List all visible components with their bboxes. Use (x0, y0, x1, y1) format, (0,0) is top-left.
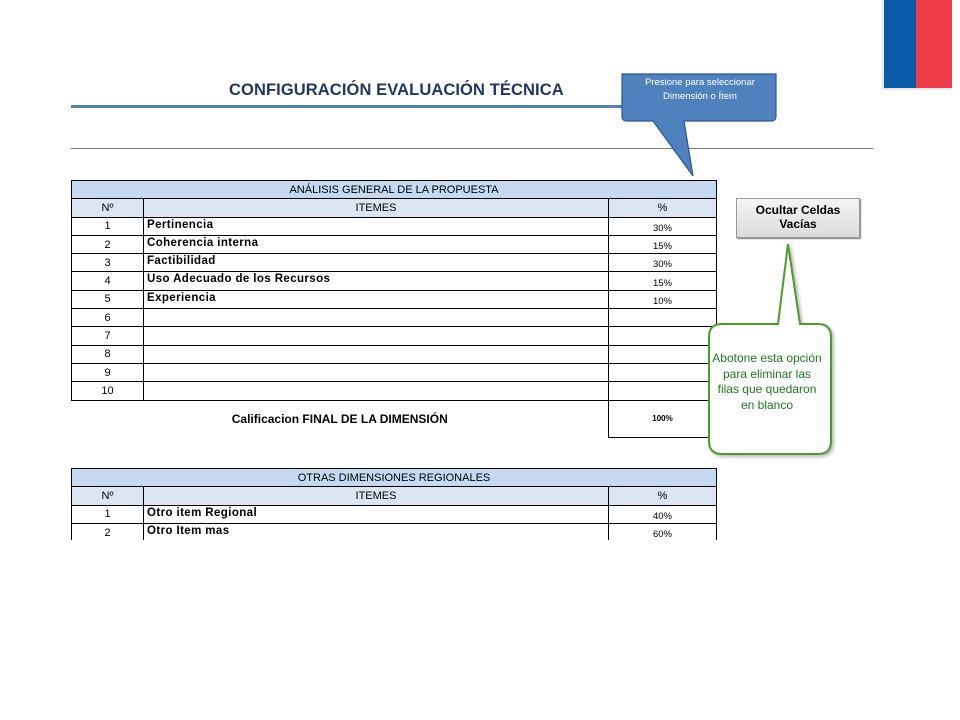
item-cell[interactable]: Coherencia interna (144, 235, 609, 253)
percent-cell[interactable]: 30% (609, 217, 717, 235)
total-label: Calificacion FINAL DE LA DIMENSIÓN (72, 400, 609, 437)
table-row (72, 254, 717, 272)
row-number: 6 (72, 309, 144, 327)
column-header-items: ITEMES (144, 199, 609, 217)
table-row (72, 345, 717, 363)
general-analysis-table (71, 180, 717, 438)
table-title: ANÁLISIS GENERAL DE LA PROPUESTA (72, 181, 717, 199)
row-number: 9 (72, 363, 144, 381)
item-cell[interactable] (144, 382, 609, 400)
table-row (72, 272, 717, 290)
table-row (72, 309, 717, 327)
hide-empty-cells-button[interactable]: Ocultar Celdas Vacías (736, 198, 860, 238)
table-row (72, 235, 717, 253)
callout-hide-text: Abotone esta opción para eliminar las filas que quedaron en blanco (712, 351, 822, 412)
screenshot-crop-mask (0, 540, 960, 720)
item-cell[interactable] (144, 345, 609, 363)
table-row (72, 217, 717, 235)
item-cell[interactable] (144, 363, 609, 381)
column-header-percent: % (609, 487, 717, 505)
item-cell[interactable]: Pertinencia (144, 217, 609, 235)
percent-cell[interactable]: 60% (609, 523, 717, 541)
row-number: 2 (72, 523, 144, 541)
percent-cell[interactable]: 30% (609, 254, 717, 272)
row-number: 1 (72, 217, 144, 235)
item-cell[interactable]: Otro item Regional (144, 505, 609, 523)
item-cell[interactable]: Uso Adecuado de los Recursos (144, 272, 609, 290)
percent-cell[interactable]: 10% (609, 290, 717, 308)
flag-logo-top (882, 0, 950, 90)
percent-cell[interactable]: 15% (609, 272, 717, 290)
row-number: 2 (72, 235, 144, 253)
row-number: 5 (72, 290, 144, 308)
title-underline (71, 105, 631, 108)
row-number: 1 (72, 505, 144, 523)
item-cell[interactable] (144, 327, 609, 345)
column-header-items: ITEMES (144, 487, 609, 505)
table-row (72, 382, 717, 400)
table-row (72, 523, 717, 541)
item-cell[interactable]: Otro Item mas (144, 523, 609, 541)
item-cell[interactable]: Experiencia (144, 290, 609, 308)
row-number: 8 (72, 345, 144, 363)
column-header-number: Nº (72, 487, 144, 505)
percent-cell[interactable]: 40% (609, 505, 717, 523)
row-number: 7 (72, 327, 144, 345)
percent-cell[interactable]: 15% (609, 235, 717, 253)
item-cell[interactable]: Factibilidad (144, 254, 609, 272)
callout-select-text: Presione para seleccionar Dimensión o Ítem (645, 77, 755, 102)
row-number: 3 (72, 254, 144, 272)
flag-red-stripe (916, 0, 952, 88)
total-row (72, 400, 717, 437)
table-row (72, 505, 717, 523)
table-row (72, 363, 717, 381)
table-row (72, 290, 717, 308)
column-header-number: Nº (72, 199, 144, 217)
table-title: OTRAS DIMENSIONES REGIONALES (72, 469, 717, 487)
regional-dimensions-table (71, 468, 717, 542)
total-value: 100% (609, 400, 717, 437)
row-number: 4 (72, 272, 144, 290)
item-cell[interactable] (144, 309, 609, 327)
page-title: CONFIGURACIÓN EVALUACIÓN TÉCNICA (229, 81, 564, 99)
column-header-percent: % (609, 199, 717, 217)
flag-blue-stripe (884, 0, 916, 88)
table-row (72, 327, 717, 345)
row-number: 10 (72, 382, 144, 400)
